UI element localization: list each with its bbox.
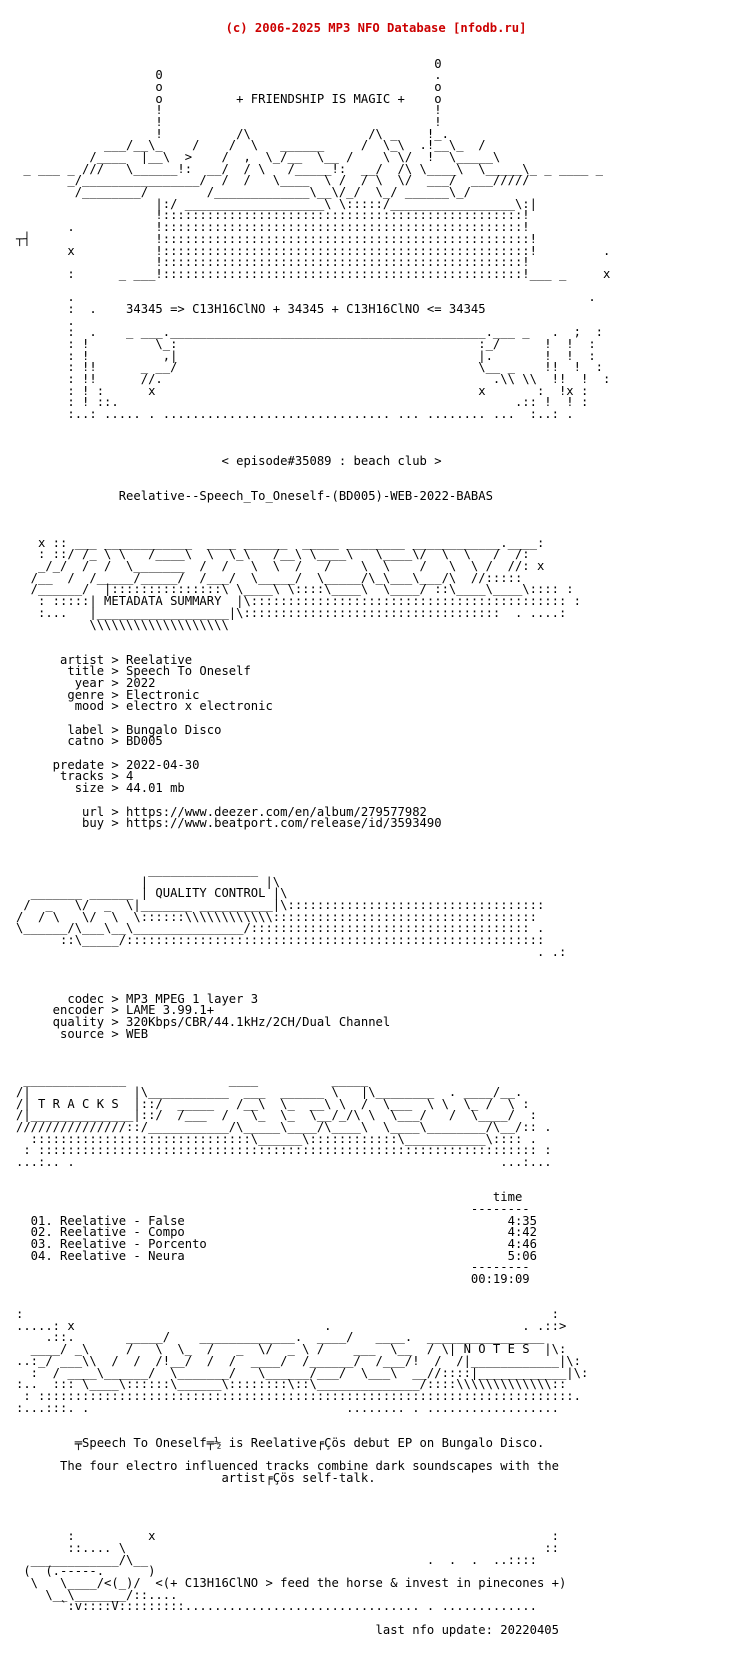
nfo-line: : !! _ __/ \__ _ !! ! : xyxy=(16,360,603,375)
nfo-line: :.. ::: \____\::::::\______\::::::::\::\______________/::::\\\\\\\\\\\\\:: xyxy=(16,1377,567,1392)
nfo-line: quality > 320Kbps/CBR/44.1kHz/2CH/Dual Channel xyxy=(16,1014,391,1029)
nfo-line: buy > https://www.beatport.com/release/id/3593490 xyxy=(16,816,442,831)
nfo-line xyxy=(16,830,752,842)
nfo-line: : !! //. .\\ \\ !! ! : xyxy=(16,372,611,387)
nfo-line xyxy=(16,970,752,982)
nfo-line: \ \____/<(_)/ <(+ C13H16ClNO > feed the horse & invest in pinecones +) xyxy=(16,1575,567,1590)
nfo-line: _______ ______ | QUALITY CONTROL |\ xyxy=(16,886,288,901)
nfo-line: source > WEB xyxy=(16,1026,149,1041)
nfo-line: size > 44.01 mb xyxy=(16,781,185,796)
nfo-line: ...:.. . ...:... xyxy=(16,1155,552,1170)
nfo-line: predate > 2022-04-30 xyxy=(16,757,200,772)
nfo-line: label > Bungalo Disco xyxy=(16,722,222,737)
nfo-line: 0 . xyxy=(16,68,442,83)
nfo-line: ///////////////::/___________/\_____\____/\____\ \____\________/\__/:: . xyxy=(16,1120,552,1135)
nfo-line xyxy=(16,421,752,433)
nfo-line xyxy=(16,1508,752,1520)
nfo-line: . xyxy=(16,313,75,328)
nfo-line: 00:19:09 xyxy=(16,1272,530,1286)
nfo-line: 04. Reelative - Neura 5:06 xyxy=(16,1248,537,1263)
nfo-line: ..:_/ ___\\ / / /!__/ / / ____/ /______/ /___/! / /|____________|\: xyxy=(16,1353,581,1368)
nfo-line xyxy=(16,468,752,480)
nfo-line: ( (.-----. ) xyxy=(16,1564,156,1579)
nfo-line: ┬┤ !::::::::::::::::::::::::::::::::::::::::::::::::::! xyxy=(16,231,537,246)
nfo-line: _/________________/ / / \____ \ / / \ \/ ___/ ___///// xyxy=(16,173,530,188)
nfo-line: title > Speech To Oneself xyxy=(16,664,251,679)
nfo-line: _/_/ / / \_______ / / \ \ / / \ \ / \ \ / //: x xyxy=(16,559,545,574)
nfo-line: |:/ ___________________\ \:::::/_________________\:| xyxy=(16,196,537,211)
nfo-line: tracks > 4 xyxy=(16,769,134,784)
nfo-line: : ! : x x : !x : xyxy=(16,383,589,398)
nfo-line: ::\_____/::::::::::::::::::::::::::::::::::::::::::::::::::::::::: xyxy=(16,933,545,948)
nfo-line: 01. Reelative - False 4:35 xyxy=(16,1213,537,1228)
nfo-line: < episode#35089 : beach club > xyxy=(16,453,442,468)
nfo-line: :..: ..... . ............................... ... ........ ... :..: . xyxy=(16,407,574,422)
nfo-line: /|______________|::/ /___ / \_ \_ \__/_/\ \ \___/ / \____/ : xyxy=(16,1108,537,1123)
nfo-line: ! ! xyxy=(16,114,442,129)
nfo-line: : ! ,| |. ! ! : xyxy=(16,348,596,363)
nfo-line: :...:::. . ........ . .................. xyxy=(16,1400,559,1415)
nfo-line: encoder > LAME 3.99.1+ xyxy=(16,1003,215,1018)
nfo-line: last nfo update: 20220405 xyxy=(16,1622,559,1637)
nfo-line: ______________ ____ _____ xyxy=(16,1073,369,1088)
nfo-line: : . 34345 => C13H16ClNO + 34345 + C13H16ClNO <= 34345 xyxy=(16,301,486,316)
nfo-line: ::.... \ :: xyxy=(16,1540,559,1555)
nfo-line: : ::/ /_ \ \ /____\ \ \_\ /__\ \____\ \____\/ \ \ / /: xyxy=(16,547,530,562)
nfo-line xyxy=(16,1052,752,1064)
nfo-line xyxy=(16,958,752,970)
nfo-line: \______/\___\__\_______________/:::::::::::::::::::::::::::::::::::::: . xyxy=(16,921,545,936)
nfo-line: \\\\\\\\\\\\\\\\\\\ xyxy=(16,617,229,632)
nfo-line: mood > electro x electronic xyxy=(16,699,273,714)
nfo-line: !:::::::::::::::::::::::::::::::::::::::::::::::::! xyxy=(16,255,530,270)
nfo-line: . .: xyxy=(16,944,567,959)
nfo-line: -------- xyxy=(16,1201,530,1216)
nfo-line: `:v::::V:::::::::................................ . ............. xyxy=(16,1599,537,1614)
nfo-line: . !:::::::::::::::::::::::::::::::::::::::::::::::::! xyxy=(16,220,530,235)
nfo-line xyxy=(16,1414,752,1426)
nfo-line: : . _ ___.___________________________________________.___ _ . ; : xyxy=(16,325,603,340)
nfo-line: /______/ |:::::::::::::::\ \____\ \::::\____\ \____/ ::\____\____\:::: : xyxy=(16,582,574,597)
nfo-line: ____/ _\ / \ \_ / _ \/ _ \ / ___ \__ / \| N O T E S |\: xyxy=(16,1342,567,1357)
nfo-line: /| |\___________ ___ ______ \ |\________ . ____/__. xyxy=(16,1085,523,1099)
nfo-line: : x : xyxy=(16,1529,559,1544)
nfo-line: /| T R A C K S |::/ _____ /__\ \_ __\ \ / \___ \ \ \_ / \ : xyxy=(16,1096,530,1111)
nfo-line: : :::::::::::::::::::::::::::::::::::::::::::::::::::::::::::::::::::::::::. xyxy=(16,1388,581,1403)
nfo-line: The four electro influenced tracks combine dark soundscapes with the xyxy=(16,1459,559,1473)
nfo-line: _______________ xyxy=(16,862,259,877)
nfo-line: : ! \_: :_/ ! ! : xyxy=(16,337,596,351)
nfo-line: /____ |__\ > / , \_/__ \__ / \ \/ ! \_____\ xyxy=(16,150,501,164)
nfo-line xyxy=(16,503,752,515)
nfo-line: genre > Electronic xyxy=(16,687,200,702)
nfo-line: x :: ___ ____________ ____ ______ _____ ________ ____________.____: xyxy=(16,535,545,550)
nfo-line: ::::::::::::::::::::::::::::::\______\::::::::::::\___________\:::: . xyxy=(16,1131,537,1146)
nfo-line: o o xyxy=(16,79,442,94)
nfo-line: artist╒Çös self-talk. xyxy=(16,1470,376,1485)
nfo-line: year > 2022 xyxy=(16,675,156,690)
nfo-line: o + FRIENDSHIP IS MAGIC + o xyxy=(16,91,442,106)
nfo-line: x !::::::::::::::::::::::::::::::::::::::::::::::::::! . xyxy=(16,243,611,258)
nfo-line: : :::::| METADATA SUMMARY |\::::::::::::::::::::::::::::::::::::::::::: : xyxy=(16,594,581,609)
nfo-line: codec > MP3 MPEG 1 layer 3 xyxy=(16,991,259,1006)
nfo-line: : _ ___!:::::::::::::::::::::::::::::::::::::::::::::::::!___ _ x xyxy=(16,266,611,281)
nfo-line: 0 xyxy=(16,56,442,71)
nfo-line: 02. Reelative - Compo 4:42 xyxy=(16,1225,537,1240)
nfo-line: ! ! xyxy=(16,103,442,118)
nfo-line xyxy=(16,433,752,445)
nfo-line xyxy=(16,514,752,526)
nfo-line xyxy=(16,631,752,643)
nfo-line: \__\_______/::.... xyxy=(16,1587,178,1602)
nfo-line: catno > BD005 xyxy=(16,734,163,749)
nfo-line: _ ___ _ /// \______!: __/ / \ /_____!: __/ /\ \____\ \_____\_ _ ____ _ xyxy=(16,161,603,176)
nfo-line: url > https://www.deezer.com/en/album/279577982 xyxy=(16,804,427,819)
nfo-line: ____________/\__ . . . ..:::: xyxy=(16,1552,537,1567)
nfo-line: time xyxy=(16,1190,523,1205)
nfo-line: /________/ /_____________\__\/_/ \_/ ______\_/ xyxy=(16,185,471,200)
nfo-line: :... |__________________|\::::::::::::::::::::::::::::::::::: . ....: xyxy=(16,605,567,620)
nfo-line: 03. Reelative - Porcento 4:46 xyxy=(16,1236,537,1251)
nfo-line: /__ / /_____/_____/ /___/ \_____/ \_____/\_\___\___/\ //::::: xyxy=(16,570,523,585)
nfo-line xyxy=(16,1169,752,1181)
nfo-line: .....: x . . .::> xyxy=(16,1318,567,1333)
nfo-line: : / ____\______/ \_______/ \______/___/ \___\ __//::::|____________|\: xyxy=(16,1365,589,1380)
nfo-line: : : xyxy=(16,1307,559,1322)
nfo-line xyxy=(16,1040,752,1052)
nfo-line: Reelative--Speech_To_Oneself-(BD005)-WEB-2022-BABAS xyxy=(16,488,493,503)
nfo-line: : :::::::::::::::::::::::::::::::::::::::::::::::::::::::::::::::::::: : xyxy=(16,1143,552,1158)
nfo-line xyxy=(16,842,752,854)
nfo-line xyxy=(16,1286,752,1298)
site-header: (c) 2006-2025 MP3 NFO Database [nfodb.ru] xyxy=(225,21,527,36)
nfo-line: / / \ \/ \ \::::::\\\\\\\\\\\\:::::::::::::::::::::::::::::::::::: xyxy=(16,909,537,924)
nfo-line: !:::::::::::::::::::::::::::::::::::::::::::::::::! xyxy=(16,208,530,223)
nfo-body xyxy=(16,56,752,1637)
nfo-line: .::. _____/ _____________. ____/ ____. ________________ xyxy=(16,1330,545,1345)
nfo-line: artist > Reelative xyxy=(16,652,193,667)
nfo-line xyxy=(16,1496,752,1508)
nfo-line: . . xyxy=(16,290,596,305)
nfo-line xyxy=(16,1613,752,1625)
nfo-line: : ! ::. .:: ! ! : xyxy=(16,395,589,410)
nfo-line: | |\ xyxy=(16,874,281,889)
nfo-line: ! /\ /\ _ !_. xyxy=(16,126,449,141)
nfo-line: ___/__\_ / / \ ______ / \_\ .!__\_ / xyxy=(16,138,486,153)
nfo-line: / _ \/ _ \|_______ __________|\::::::::::::::::::::::::::::::::::: xyxy=(16,898,545,912)
nfo-line: ╤Speech To Oneself╤½ is Reelative╒Çös debut EP on Bungalo Disco. xyxy=(16,1435,545,1450)
nfo-line: -------- xyxy=(16,1260,530,1275)
nfo-line xyxy=(16,1484,752,1496)
